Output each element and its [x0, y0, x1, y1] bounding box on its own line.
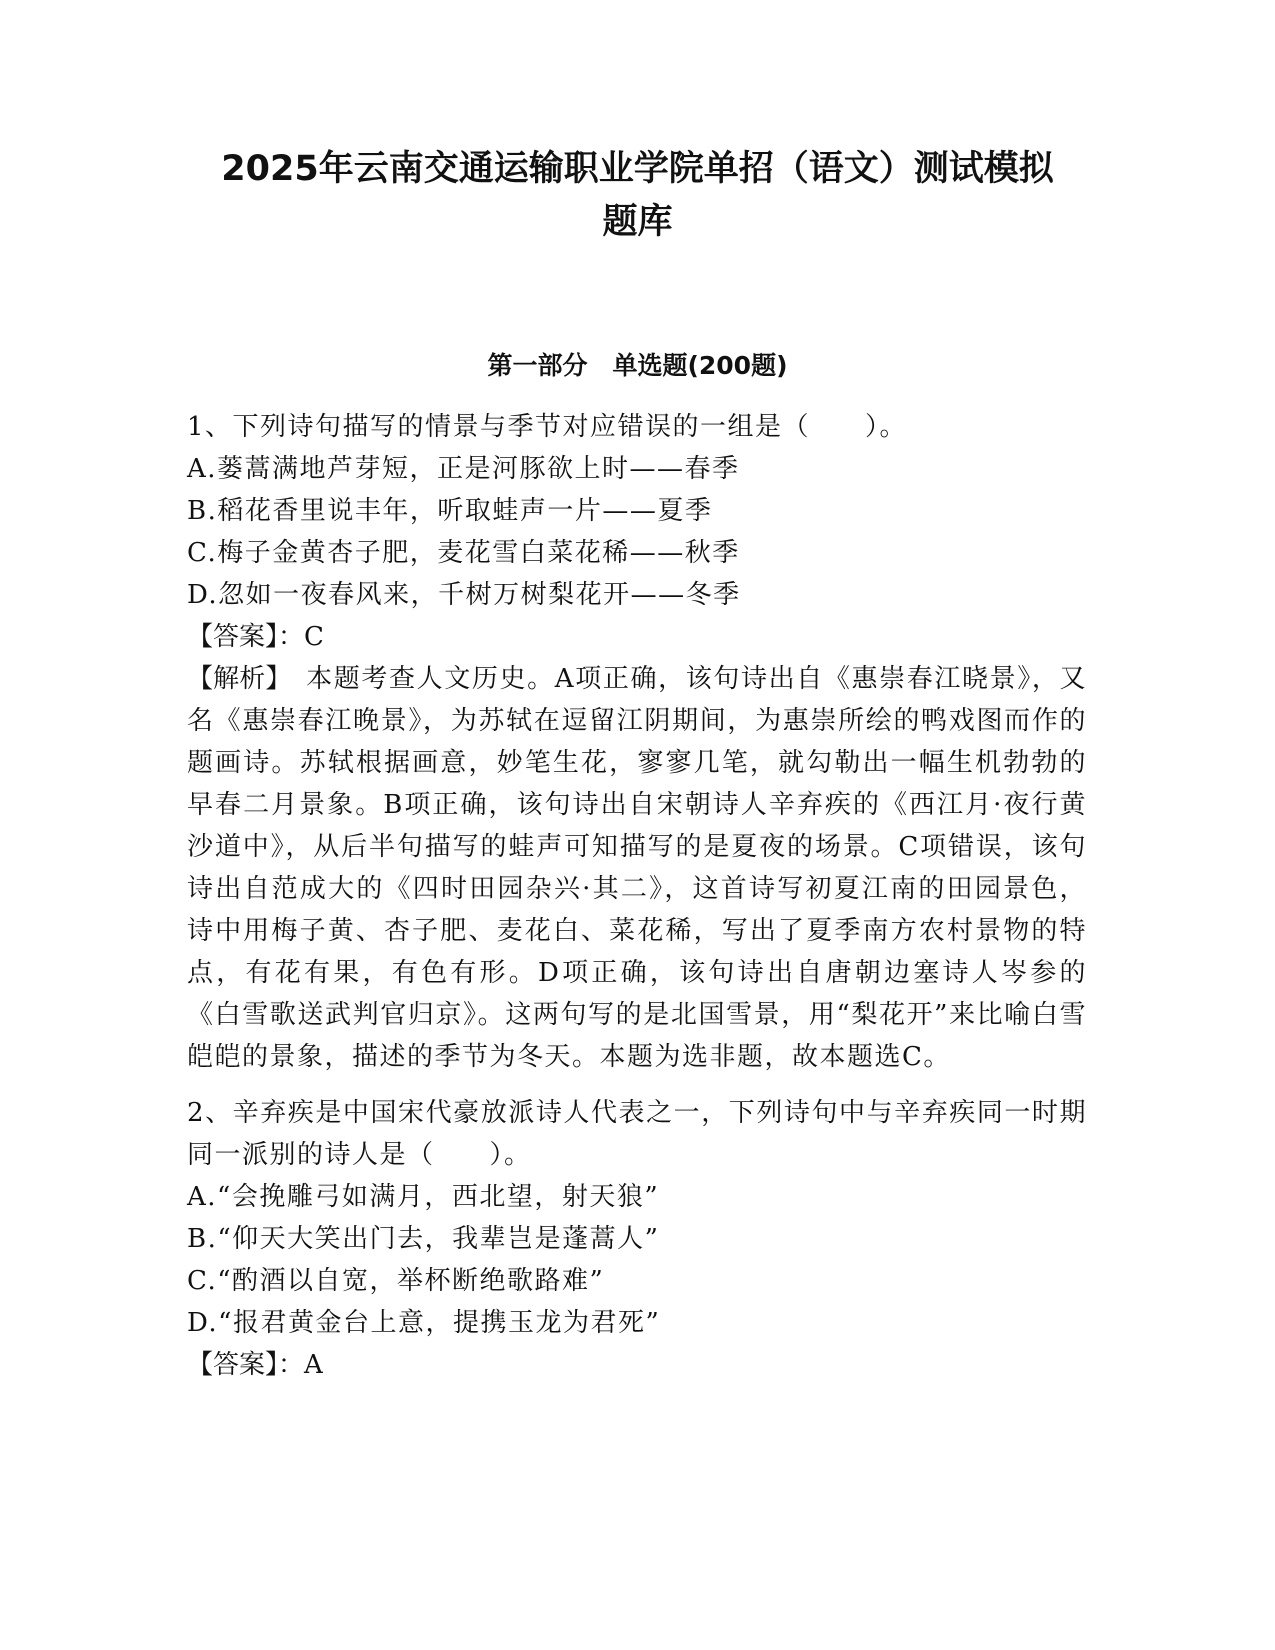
explanation-body: 本题考查人文历史。A项正确，该句诗出自《惠崇春江晓景》，又名《惠崇春江晚景》，为苏轼在逗留江阴期间，为惠崇所绘的鸭戏图而作的题画诗。苏轼根据画意，妙笔生花，寥寥几笔，就勾勒出一幅生机勃勃的早春二月景象。B项正确，该句诗出自宋朝诗人辛弃疾的《西江月·夜行黄沙道中》，从后半句描写的蛙声可知描写的是夏夜的场景。C项错误，该句诗出自范成大的《四时田园杂兴·其二》，这首诗写初夏江南的田园景色，诗中用梅子黄、杏子肥、麦花白、菜花稀，写出了夏季南方农村景物的特点，有花有果，有色有形。D项正确，该句诗出自唐朝边塞诗人岑参的《白雪歌送武判官归京》。这两句写的是北国雪景，用“梨花开”来比喻白雪皑皑的景象，描述的季节为冬天。本题为选非题，故本题选C。 [187, 664, 1087, 1072]
answer-value: C [304, 622, 324, 652]
answer-line [187, 616, 1087, 658]
option-d: D.“报君黄金台上意，提携玉龙为君死” [187, 1308, 661, 1338]
explanation-label: 【解析】 [187, 664, 279, 694]
option-a: A.“会挽雕弓如满月，西北望，射天狼” [187, 1182, 660, 1212]
option-c: C.“酌酒以自宽，举杯断绝歌路难” [187, 1266, 605, 1296]
question-2 [187, 1092, 1087, 1386]
question-list [187, 406, 1087, 1386]
title-line-1: 2025年云南交通运输职业学院单招（语文）测试模拟 [221, 149, 1054, 189]
question-stem: 1、下列诗句描写的情景与季节对应错误的一组是（ ）。 [187, 412, 908, 442]
document-title [150, 143, 1125, 249]
option-c: C.梅子金黄杏子肥，麦花雪白菜花稀——秋季 [187, 538, 740, 568]
title-line-2: 题库 [602, 202, 673, 242]
option-b: B.“仰天大笑出门去，我辈岂是蓬蒿人” [187, 1224, 660, 1254]
question-1 [187, 406, 1087, 1078]
option-d: D.忽如一夜春风来，千树万树梨花开——冬季 [187, 580, 741, 610]
question-stem: 2、辛弃疾是中国宋代豪放派诗人代表之一，下列诗句中与辛弃疾同一时期同一派别的诗人是（ ）。 [187, 1098, 1087, 1170]
option-a: A.蒌蒿满地芦芽短，正是河豚欲上时——春季 [187, 454, 740, 484]
answer-label: 【答案】： [187, 1350, 305, 1380]
answer-value: A [304, 1350, 323, 1380]
option-b: B.稻花香里说丰年，听取蛙声一片——夏季 [187, 496, 713, 526]
explanation [187, 658, 1087, 1078]
answer-label: 【答案】： [187, 622, 305, 652]
section-heading: 第一部分 单选题(200题) [487, 351, 788, 380]
answer-line [187, 1344, 1087, 1386]
